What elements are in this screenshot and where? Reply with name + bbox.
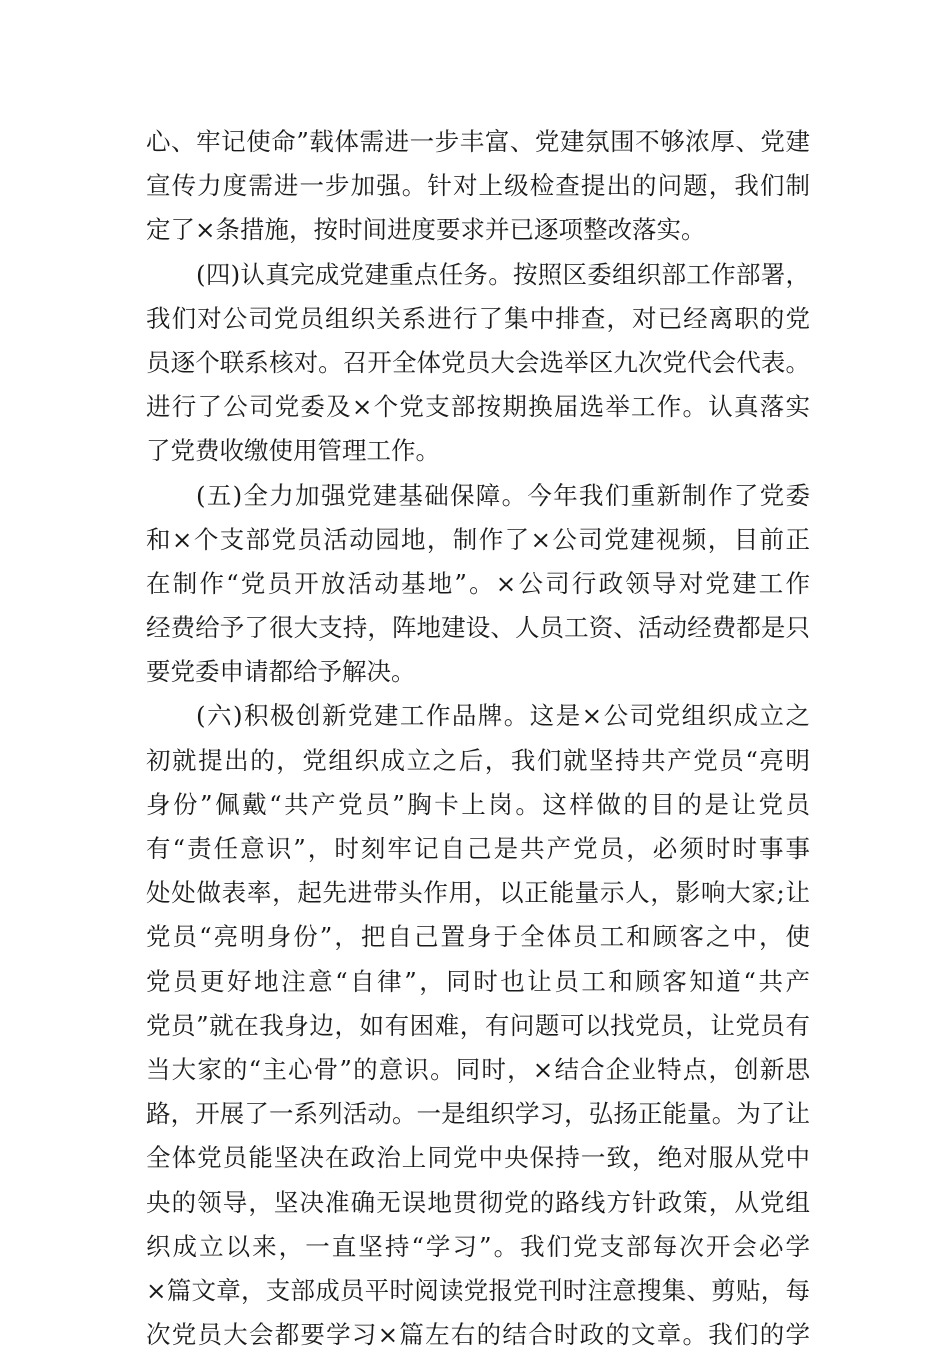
text-line: 身份”佩戴“共产党员”胸卡上岗。这样做的目的是让党员 <box>146 789 810 819</box>
paragraph-section-5 <box>146 474 810 695</box>
text-line: 处处做表率，起先进带头作用，以正能量示人，影响大家;让 <box>146 878 810 908</box>
text-line: 心、牢记使命”载体需进一步丰富、党建氛围不够浓厚、党建 <box>146 127 810 156</box>
paragraph-section-6 <box>146 694 810 1357</box>
document-page <box>146 120 810 1357</box>
text-line: 有“责任意识”，时刻牢记自己是共产党员，必须时时事事 <box>146 834 810 863</box>
text-line: 要党委申请都给予解决。 <box>146 657 416 687</box>
text-line: 和×个支部党员活动园地，制作了×公司党建视频，目前正 <box>146 524 810 554</box>
text-line: 当大家的“主心骨”的意识。同时，×结合企业特点，创新思 <box>146 1054 810 1084</box>
text-line: 进行了公司党委及×个党支部按期换届选举工作。认真落实 <box>146 392 810 422</box>
text-line: 路，开展了一系列活动。一是组织学习，弘扬正能量。为了让 <box>146 1099 810 1129</box>
text-line: (五)全力加强党建基础保障。今年我们重新制作了党委 <box>196 480 810 510</box>
text-line: 初就提出的，党组织成立之后，我们就坚持共产党员“亮明 <box>146 745 810 775</box>
text-line: 经费给予了很大支持，阵地建设、人员工资、活动经费都是只 <box>146 613 810 643</box>
text-line: 党员”就在我身边，如有困难，有问题可以找党员，让党员有 <box>146 1010 810 1040</box>
text-line: 党员更好地注意“自律”，同时也让员工和顾客知道“共产 <box>146 966 810 996</box>
text-line: 织成立以来，一直坚持“学习”。我们党支部每次开会必学 <box>146 1231 810 1261</box>
text-line: (四)认真完成党建重点任务。按照区委组织部工作部署， <box>196 259 810 289</box>
text-line: 员逐个联系核对。召开全体党员大会选举区九次党代会代表。 <box>146 347 810 377</box>
text-line: ×篇文章，支部成员平时阅读党报党刊时注意搜集、剪贴，每 <box>146 1275 810 1305</box>
text-line: 在制作“党员开放活动基地”。×公司行政领导对党建工作 <box>146 568 810 598</box>
text-line: 了党费收缴使用管理工作。 <box>146 436 440 466</box>
text-line: 定了×条措施，按时间进度要求并已逐项整改落实。 <box>146 215 706 245</box>
text-line: 全体党员能坚决在政治上同党中央保持一致，绝对服从党中 <box>146 1143 810 1173</box>
text-line: 我们对公司党员组织关系进行了集中排查，对已经离职的党 <box>146 303 810 333</box>
text-line: 党员“亮明身份”，把自己置身于全体员工和顾客之中，使 <box>146 922 810 952</box>
text-line: 央的领导，坚决准确无误地贯彻党的路线方针政策，从党组 <box>146 1187 810 1217</box>
text-line: (六)积极创新党建工作品牌。这是×公司党组织成立之 <box>196 701 810 731</box>
paragraph-section-4 <box>146 253 810 474</box>
text-line: 宣传力度需进一步加强。针对上级检查提出的问题，我们制 <box>146 171 810 201</box>
paragraph-continued <box>146 120 810 253</box>
text-line: 次党员大会都要学习×篇左右的结合时政的文章。我们的学 <box>146 1320 810 1350</box>
